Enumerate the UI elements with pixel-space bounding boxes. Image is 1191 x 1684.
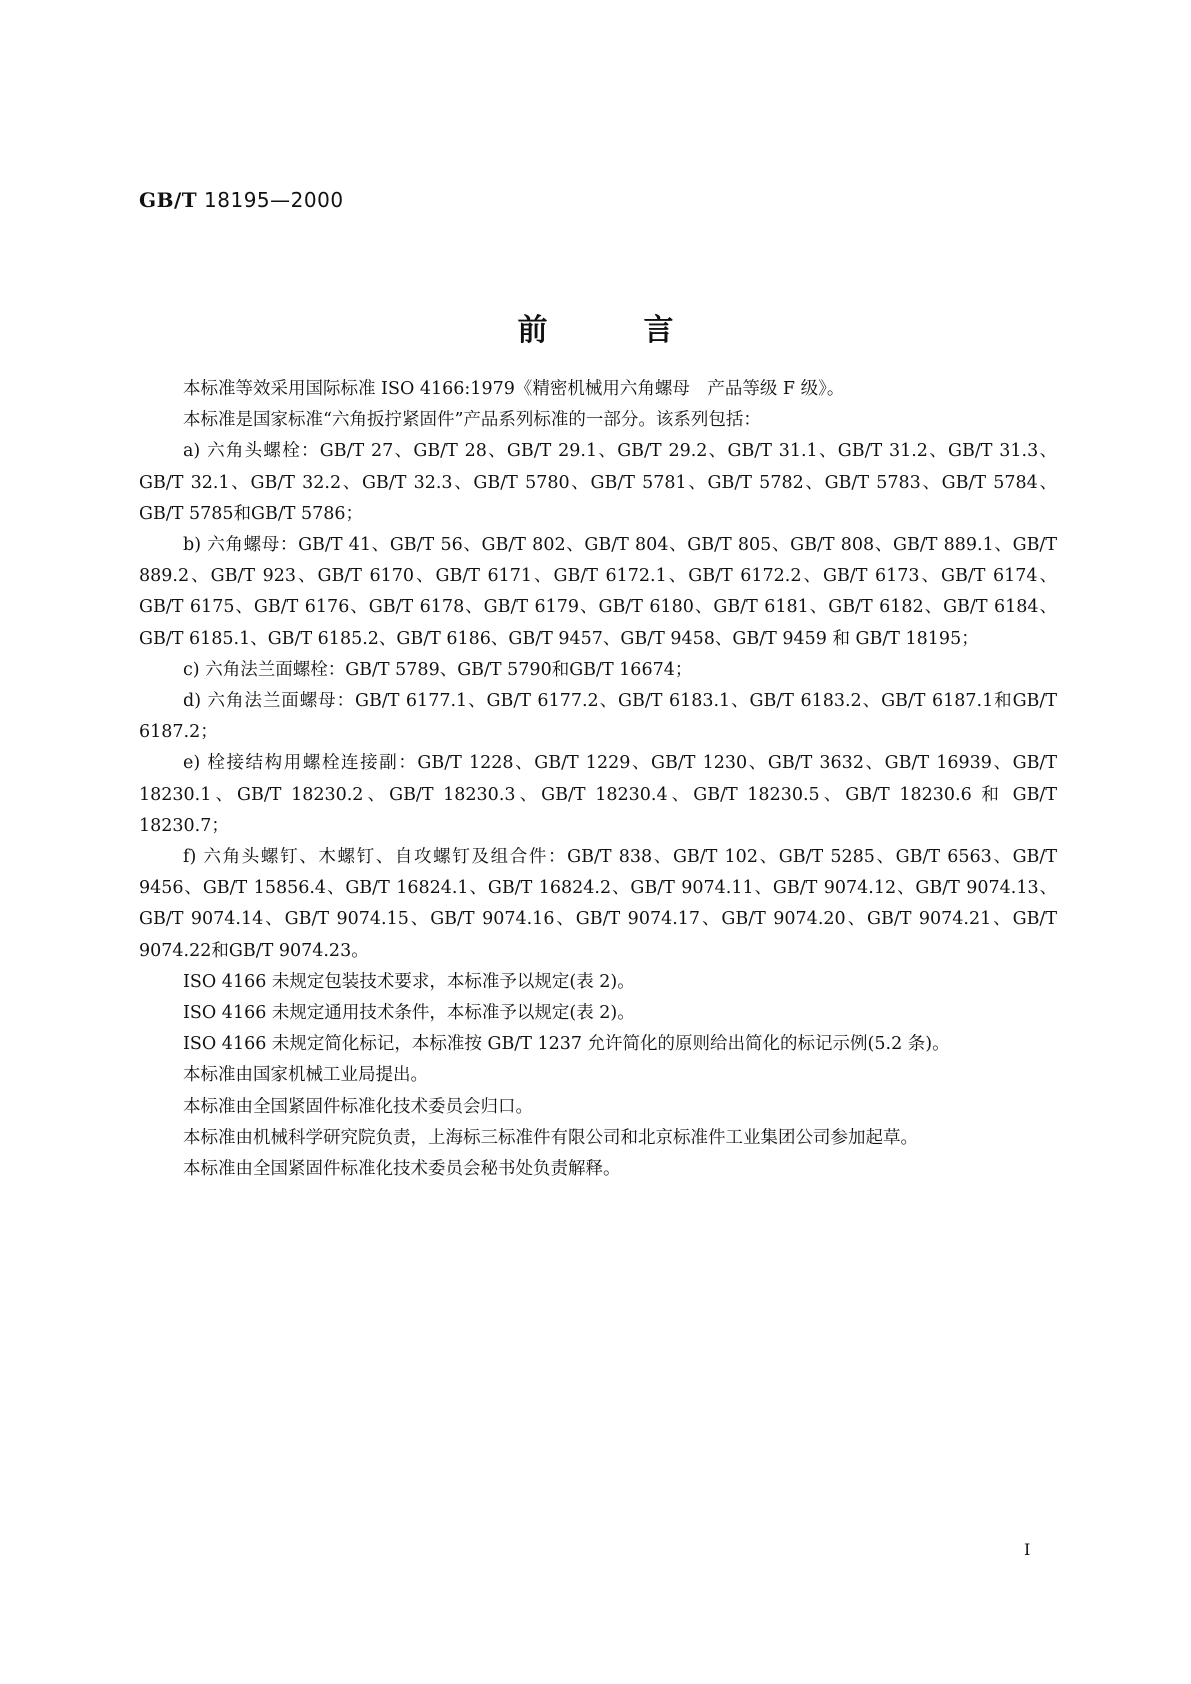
list-item-a: a) 六角头螺栓：GB/T 27、GB/T 28、GB/T 29.1、GB/T 29.2、GB/T 31.1、GB/T 31.2、GB/T 31.3、GB/T 32.1、GB/T 32.2、GB/T 32.3、GB/T 5780、GB/T 5781、GB/T 5782、GB/T 5783、GB/T 5784、GB/T 5785和GB/T 5786； xyxy=(139,441,1057,524)
standard-prefix: GB/T xyxy=(139,188,198,212)
list-item-f: f) 六角头螺钉、木螺钉、自攻螺钉及组合件：GB/T 838、GB/T 102、GB/T 5285、GB/T 6563、GB/T 9456、GB/T 15856.4、GB/T 16824.1、GB/T 16824.2、GB/T 9074.11、GB/T 9074.12、GB/T 9074.13、GB/T 9074.14、GB/T 9074.15、GB/T 9074.16、GB/T 9074.17、GB/T 9074.20、GB/T 9074.21、GB/T 9074.22和GB/T 9074.23。 xyxy=(139,847,1057,961)
paragraph-series-intro: 本标准是国家标准“六角扳拧紧固件”产品系列标准的一部分。该系列包括： xyxy=(183,410,761,431)
paragraph-packaging: ISO 4166 未规定包装技术要求，本标准予以规定(表 2)。 xyxy=(183,971,635,992)
paragraph-interpreted-by: 本标准由全国紧固件标准化技术委员会秘书处负责解释。 xyxy=(183,1159,621,1180)
paragraph-general-conditions: ISO 4166 未规定通用技术条件，本标准予以规定(表 2)。 xyxy=(183,1003,635,1024)
paragraph-drafted-by: 本标准由机械科学研究院负责，上海标三标准件有限公司和北京标准件工业集团公司参加起草。 xyxy=(183,1127,918,1148)
paragraph-designation: ISO 4166 未规定简化标记，本标准按 GB/T 1237 允许简化的原则给出简化的标记示例(5.2 条)。 xyxy=(183,1034,950,1055)
list-item-c: c) 六角法兰面螺栓：GB/T 5789、GB/T 5790和GB/T 16674； xyxy=(183,659,693,680)
list-item-b: b) 六角螺母：GB/T 41、GB/T 56、GB/T 802、GB/T 804、GB/T 805、GB/T 808、GB/T 889.1、GB/T 889.2、GB/T 923、GB/T 6170、GB/T 6171、GB/T 6172.1、GB/T 6172.2、GB/T 6173、GB/T 6174、GB/T 6175、GB/T 6176、GB/T 6178、GB/T 6179、GB/T 6180、GB/T 6181、GB/T 6182、GB/T 6184、GB/T 6185.1、GB/T 6185.2、GB/T 6186、GB/T 9457、GB/T 9458、GB/T 9459 和 GB/T 18195； xyxy=(139,535,1057,649)
document-header xyxy=(139,188,344,212)
foreword-body xyxy=(139,374,1057,1185)
paragraph-adoption: 本标准等效采用国际标准 ISO 4166:1979《精密机械用六角螺母 产品等级 F 级》。 xyxy=(183,379,845,399)
page-title: 前言 xyxy=(517,313,770,348)
list-item-e: e) 栓接结构用螺栓连接副：GB/T 1228、GB/T 1229、GB/T 1230、GB/T 3632、GB/T 16939、GB/T 18230.1、GB/T 18230.2、GB/T 18230.3、GB/T 18230.4、GB/T 18230.5、GB/T 18230.6 和 GB/T 18230.7； xyxy=(139,753,1057,836)
page-number: I xyxy=(1024,1540,1031,1559)
paragraph-proposed-by: 本标准由国家机械工业局提出。 xyxy=(183,1065,428,1086)
list-item-d: d) 六角法兰面螺母：GB/T 6177.1、GB/T 6177.2、GB/T 6183.1、GB/T 6183.2、GB/T 6187.1和GB/T 6187.2； xyxy=(139,691,1057,743)
paragraph-centralized-by: 本标准由全国紧固件标准化技术委员会归口。 xyxy=(183,1096,533,1117)
standard-number: 18195—2000 xyxy=(204,188,344,212)
